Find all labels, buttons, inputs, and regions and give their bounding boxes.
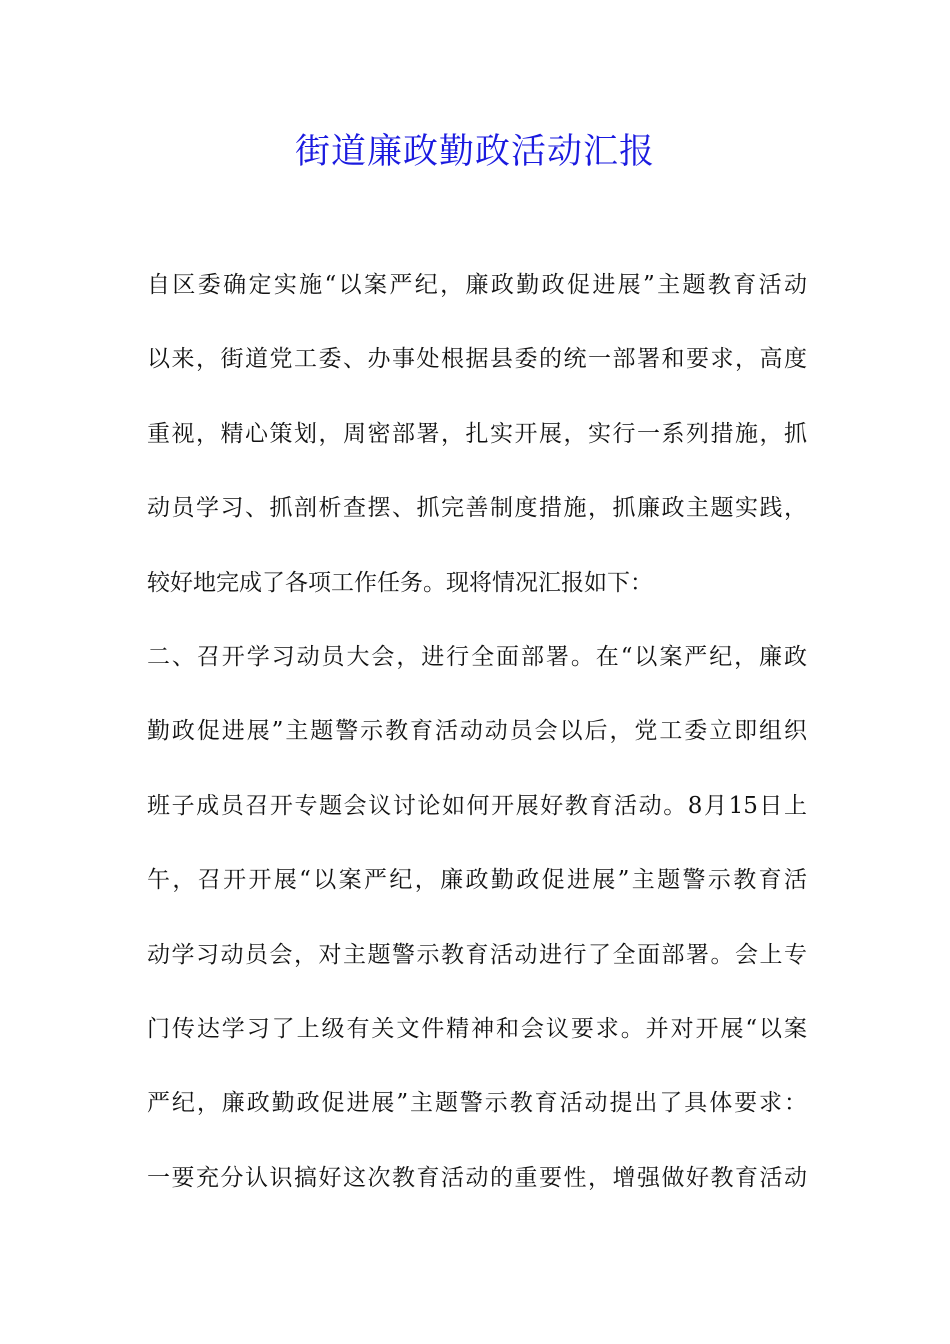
body-line: 班子成员召开专题会议讨论如何开展好教育活动。8月15日上 xyxy=(147,792,807,819)
body-line: 勤政促进展”主题警示教育活动动员会以后，党工委立即组织 xyxy=(147,718,807,745)
body-line: 以来，街道党工委、办事处根据县委的统一部署和要求，高度 xyxy=(147,346,807,373)
body-line: 动员学习、抓剖析查摆、抓完善制度措施，抓廉政主题实践， xyxy=(147,495,807,522)
body-line: 严纪，廉政勤政促进展”主题警示教育活动提出了具体要求： xyxy=(147,1090,807,1117)
document-body xyxy=(147,262,807,1229)
body-line: 动学习动员会，对主题警示教育活动进行了全面部署。会上专 xyxy=(147,941,807,968)
body-line: 一要充分认识搞好这次教育活动的重要性，增强做好教育活动 xyxy=(147,1164,807,1191)
body-line: 午，召开开展“以案严纪，廉政勤政促进展”主题警示教育活 xyxy=(147,867,807,894)
body-line: 门传达学习了上级有关文件精神和会议要求。并对开展“以案 xyxy=(147,1015,807,1042)
document-title: 街道廉政勤政活动汇报 xyxy=(294,132,655,172)
body-line: 自区委确定实施“以案严纪，廉政勤政促进展”主题教育活动 xyxy=(147,272,807,298)
body-line-last: 较好地完成了各项工作任务。现将情况汇报如下： xyxy=(147,569,653,596)
body-line: 二、召开学习动员大会，进行全面部署。在“以案严纪，廉政 xyxy=(147,643,807,670)
body-line: 重视，精心策划，周密部署，扎实开展，实行一系列措施，抓 xyxy=(147,420,807,447)
